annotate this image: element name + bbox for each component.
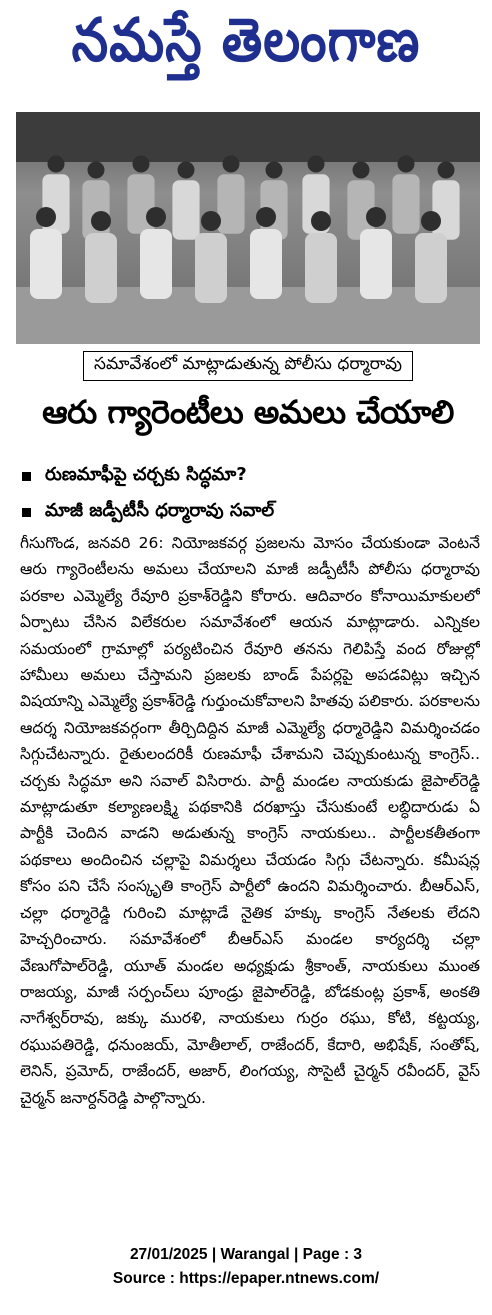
article-paragraph: గీసుగొండ, జనవరి 26: నియోజకవర్గ ప్రజలను మోసం చేయకుండా వెంటనే ఆరు గ్యారెంటీలను అమలు చేయాలని మాజీ జడ్పీటీసీ పోలీసు ధర్మారావు పరకాల ఎమ్మెల్యే రేవూరి ప్రకాశ్‌రెడ్డిని కోరారు. ఆదివారం కోనాయిమాకులలో ఏర్పాటు చేసిన విలేకరుల సమావేశంలో ఆయన మాట్లాడారు. ఎన్నికల సమయంలో గ్రామాల్లో పర్యటించిన రేవూరి తనను గెలిపిస్తే వంద రోజుల్లో హామీలు అమలు చేస్తామని ప్రజలకు బాండ్ పేపర్లపై అపడవిట్లు ఇచ్చిన విషయాన్ని ఎమ్మెల్యే ప్రకాశ్‌రెడ్డి గుర్తుంచుకోవాలని హితవు పలికారు. పరకాలను ఆదర్శ నియోజకవర్గంగా తీర్చిదిద్దిన మాజీ ఎమ్మెల్యే ధర్మారెడ్డిని విమర్శించడం సిగ్గుచేటన్నారు. రైతులందరికీ రుణమాఫీ చేశామని చెప్పుకుంటున్న కాంగ్రెస్.. చర్చకు సిద్ధమా అని సవాల్ విసిరారు. పార్టీ మండల నాయకుడు జైపాల్‌రెడ్డి మాట్లాడుతూ కల్యాణలక్ష్మి పథకానికి దరఖాస్తు చేసుకుంటే లబ్ధిదారుడు ఏ పార్టీకి చెందిన వాడని అడుతున్న కాంగ్రెస్ నాయకులు.. పార్టీలకతీతంగా పథకాలు అందించిన చల్లాపై విమర్శలు చేయడం సిగ్గు చేటన్నారు. కమీషన్ల కోసం పని చేసే సంస్కృతి కాంగ్రెస్ పార్టీలో ఉందని విమర్శించారు. బీఆర్ఎస్, చల్లా ధర్మారెడ్డి గురించి మాట్లాడే నైతిక హక్కు కాంగ్రెస్ నేతలకు లేదని హెచ్చరించారు. సమావేశంలో బీఆర్ఎస్ మండల కార్యదర్శి చల్లా వేణుగోపాల్‌రెడ్డి, యూత్ మండల అధ్యక్షుడు శ్రీకాంత్, నాయకులు ముంత రాజయ్య, మాజీ సర్పంచ్‌లు పూండ్రు జైపాల్‌రెడ్డి, బోడకుంట్ల ప్రకాశ్, అంకతి నాగేశ్వర్‌రావు, జక్కు మురళి, నాయకులు గుర్రం రఘు, కోటి, కట్టయ్య, రఘుపతిరెడ్డి, ధనుంజయ్, మోతీలాల్, రాజేందర్, కేదారి, అభిషేక్, సంతోష్, లెనిన్, ప్రమోద్, రాజేందర్, అజార్, లింగయ్య, సొసైటీ చైర్మన్ రవీందర్, వైస్ చైర్మన్ జనార్దన్‌రెడ్డి పాల్గొన్నారు.	[20, 534, 480, 1107]
photo-figure-body	[30, 229, 62, 299]
photo-figure-head	[133, 156, 150, 173]
photo-figure-body	[85, 233, 117, 303]
photo-figure-body	[82, 180, 109, 240]
photo-figure-body	[217, 174, 244, 234]
photo-figure-body	[172, 180, 199, 240]
photo-figure-head	[88, 162, 105, 179]
photo-figure-head	[421, 211, 441, 231]
subheading-item	[22, 458, 482, 494]
photo-figure-head	[308, 156, 325, 173]
bullet-square-icon	[22, 508, 31, 517]
page-footer	[0, 1243, 492, 1291]
subheading-item	[22, 494, 482, 530]
photo-figure-body	[415, 233, 447, 303]
photo-figure-head	[398, 156, 415, 173]
photo-figure-body	[432, 180, 459, 240]
subheading-text: రుణమాఫీపై చర్చకు సిద్ధమా?	[45, 463, 247, 485]
photo-figure-head	[146, 207, 166, 227]
headline-text: ఆరు గ్యారెంటీలు అమలు చేయాలి	[42, 393, 454, 431]
photo-figure-body	[360, 229, 392, 299]
photo-figure-head	[36, 207, 56, 227]
bullet-square-icon	[22, 472, 31, 481]
photo-figure-head	[266, 162, 283, 179]
article-body	[20, 530, 480, 1230]
photo-figure-head	[91, 211, 111, 231]
photo-figure-head	[223, 156, 240, 173]
photo-caption-text: సమావేశంలో మాట్లాడుతున్న పోలీసు ధర్మారావు	[83, 351, 413, 381]
photo-figure-body	[195, 233, 227, 303]
photo-figure-head	[48, 156, 65, 173]
photo-figure-head	[311, 211, 331, 231]
masthead	[0, 0, 492, 95]
subheading-text: మాజీ జడ్పీటీసీ ధర్మారావు సవాల్	[45, 499, 275, 521]
photo-figure-body	[305, 233, 337, 303]
newspaper-logo: నమస్తే తెలంగాణ	[71, 4, 421, 76]
photo-figure-head	[256, 207, 276, 227]
photo-caption	[16, 348, 480, 384]
photo-figure-head	[438, 162, 455, 179]
photo-figure-head	[366, 207, 386, 227]
photo-figure-body	[140, 229, 172, 299]
photo-figure-head	[353, 162, 370, 179]
footer-source: Source : https://epaper.ntnews.com/	[112, 1270, 380, 1287]
footer-date-edition: 27/01/2025 | Warangal | Page : 3	[129, 1246, 363, 1263]
photo-figure-body	[392, 174, 419, 234]
photo-figure-head	[201, 211, 221, 231]
photo-figure-head	[178, 162, 195, 179]
photo-figure-body	[250, 229, 282, 299]
news-photo	[16, 112, 480, 344]
subheadings	[22, 458, 482, 530]
headline	[16, 384, 480, 448]
